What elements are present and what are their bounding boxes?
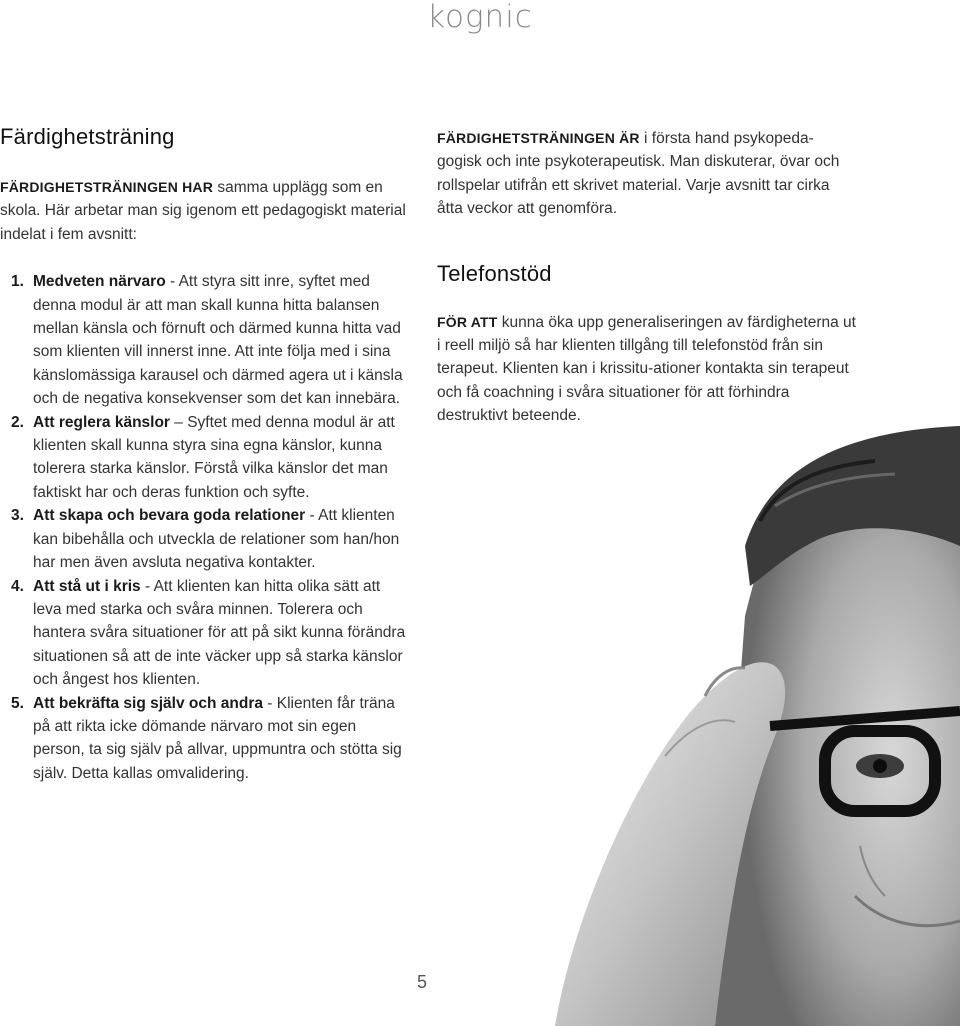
- item-number: 5.: [11, 694, 24, 712]
- section-title-fardighetstraning: Färdighetsträning: [0, 124, 175, 149]
- item-text: - Att klienten kan bibehålla och utveckla de relationer som han/hon har men även avsluta negativa kontakter.: [33, 507, 400, 572]
- item-text: - Klienten får träna på att rikta icke dömande närvaro mot sin egen person, ta sig själv på allvar, uppmuntra och stötta sig själv. Detta kallas omvalidering.: [33, 694, 402, 782]
- intro-paragraph: [0, 176, 410, 246]
- item-title: Medveten närvaro: [33, 273, 166, 291]
- list-item: [0, 504, 410, 574]
- item-title: Att bekräfta sig själv och andra: [33, 694, 263, 712]
- intro-text: samma upplägg som en skola. Här arbetar man sig igenom ett pedagogiskt material indelat i fem avsnitt:: [0, 179, 406, 243]
- page-number: 5: [416, 972, 427, 992]
- item-number: 1.: [11, 273, 24, 291]
- intro-lead-caps: FÄRDIGHETSTRÄNINGEN HAR: [0, 179, 214, 195]
- list-item: [0, 692, 410, 786]
- section-title-telefonstod: Telefonstöd: [437, 260, 552, 286]
- right-intro-lead-caps: FÄRDIGHETSTRÄNINGEN ÄR: [437, 130, 640, 146]
- right-column: [437, 127, 857, 428]
- right-intro-text: i första hand psykopeda-gogisk och inte psykoterapeutisk. Man diskuterar, övar och rollspelar utifrån ett skrivet material. Varje avsnitt tar cirka åtta veckor att genomföra.: [437, 130, 840, 218]
- list-item: [0, 270, 410, 410]
- item-text: – Syftet med denna modul är att klienten skall kunna styra sina egna känslor, kunna tolerera starka känslor. Förstå vilka känslor det man faktiskt har och deras funktion och syfte.: [33, 413, 395, 501]
- list-item: [0, 575, 410, 692]
- module-list: [0, 270, 410, 785]
- item-title: Att reglera känslor: [33, 413, 170, 431]
- brand-logo: kognic: [427, 0, 533, 35]
- telefonstod-text: kunna öka upp generaliseringen av färdigheterna ut i reell miljö så har klienten tillgång till telefonstöd från sin terapeut. Klienten kan i krissitu-ationer kontakta sin terapeut och få coachning i svåra situationer för att förhindra destruktivt beteende.: [437, 313, 856, 425]
- item-number: 2.: [11, 413, 24, 431]
- list-item: [0, 411, 410, 505]
- item-number: 4.: [11, 577, 24, 595]
- telefonstod-lead-caps: FÖR ATT: [437, 313, 498, 330]
- item-title: Att stå ut i kris: [33, 577, 141, 595]
- telefonstod-paragraph: [437, 311, 857, 428]
- item-number: 3.: [11, 507, 24, 525]
- item-text: - Att klienten kan hitta olika sätt att leva med starka och svåra minnen. Tolerera och hantera svåra situationer för att på sikt kunna förändra situationen så att de inte väcker upp så starka känslor och ångest hos klienten.: [33, 577, 406, 689]
- item-title: Att skapa och bevara goda relationer: [33, 507, 306, 525]
- item-text: - Att styra sitt inre, syftet med denna modul är att man skall kunna hitta balansen mellan känsla och förnuft och därmed kunna hitta vad som klienten vill innerst inne. Att inte följa med i sina känslomässiga karausel och därmed agera ut i känsla och de negativa konsekvenser som det kan innebära.: [33, 273, 403, 408]
- right-intro-paragraph: [437, 127, 857, 221]
- portrait-photo: [415, 426, 960, 1026]
- left-column: [0, 122, 410, 785]
